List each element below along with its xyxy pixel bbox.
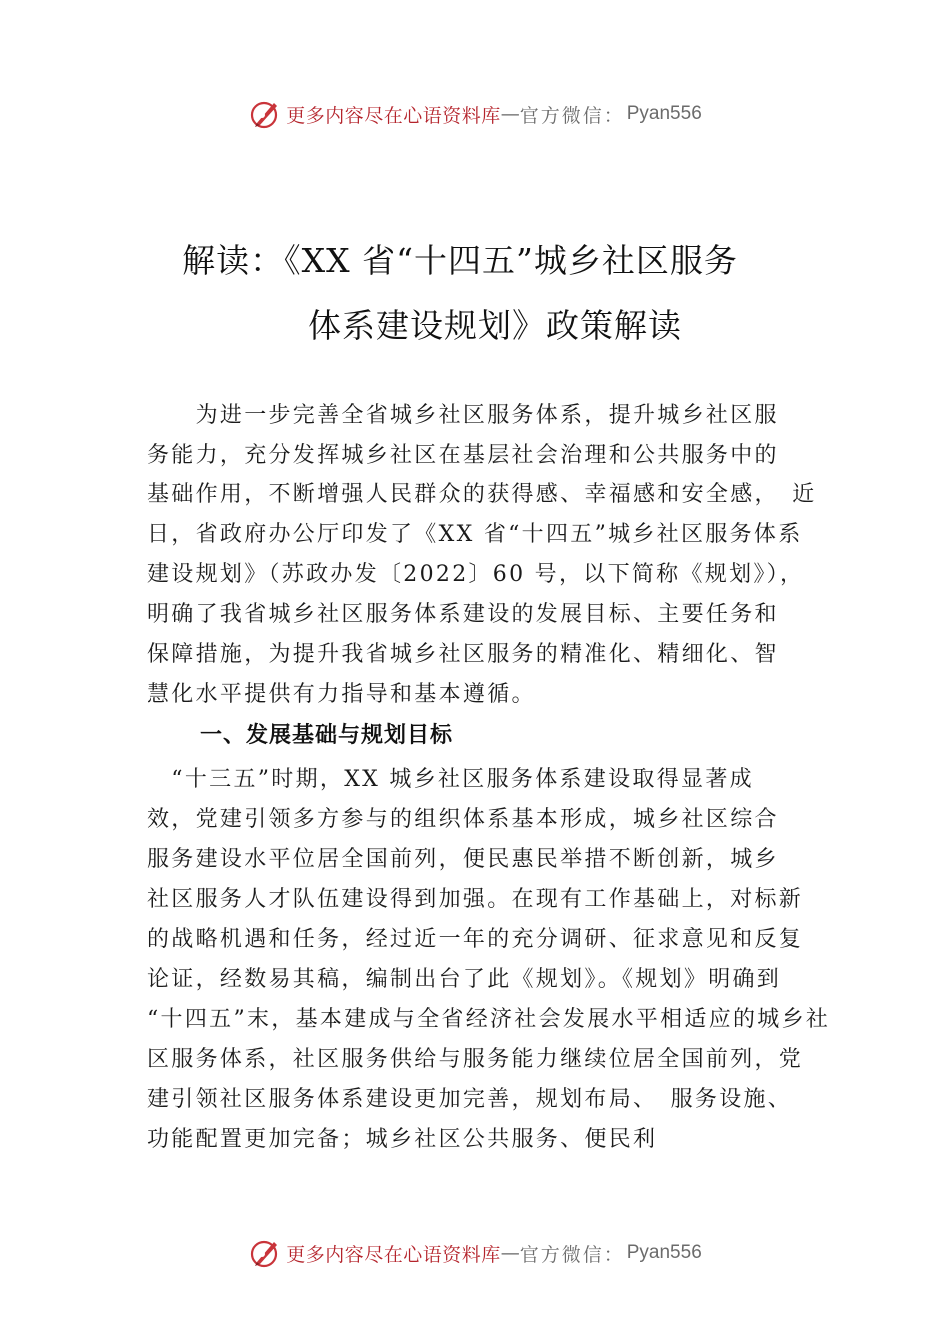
- banner-wechat-label: 官方微信：: [519, 1243, 625, 1266]
- paragraph-line: “十三五”时期，XX 城乡社区服务体系建设取得显著成: [147, 767, 754, 792]
- banner-wechat-id: Pyan556: [626, 1242, 702, 1263]
- document-title-line-2: 体系建设规划》政策解读: [308, 306, 682, 345]
- paragraph-line: 为进一步完善全省城乡社区服务体系，提升城乡社区服: [147, 403, 779, 428]
- paragraph-line: 保障措施，为提升我省城乡社区服务的精准化、精细化、智: [147, 642, 779, 667]
- paragraph-line: 论证，经数易其稿，编制出台了此《规划》。《规划》明确到: [147, 967, 782, 992]
- header-banner: [0, 94, 950, 134]
- banner-wechat-label: 官方微信：: [519, 104, 625, 127]
- section-heading: 一、发展基础与规划目标: [200, 723, 454, 748]
- paragraph-line: 日，省政府办公厅印发了《XX 省“十四五”城乡社区服务体系: [147, 522, 803, 547]
- paragraph-line: 效，党建引领多方参与的组织体系基本形成，城乡社区综合: [147, 807, 779, 832]
- paragraph-line: 的战略机遇和任务，经过近一年的充分调研、征求意见和反复: [147, 927, 804, 952]
- banner-wechat-id: Pyan556: [626, 103, 702, 124]
- paragraph-line: 基础作用，不断增强人民群众的获得感、幸福感和安全感， 近: [147, 482, 817, 507]
- banner-source-text: 更多内容尽在心语资料库: [286, 1243, 501, 1266]
- banner-separator: —: [500, 1242, 520, 1264]
- paragraph-line: 建设规划》（苏政办发〔2022〕60 号，以下简称《规划》），: [147, 562, 805, 587]
- paragraph-line: 慧化水平提供有力指导和基本遵循。: [147, 682, 536, 707]
- quill-pen-logo-icon: [248, 1236, 282, 1270]
- paragraph-line: “十四五”末，基本建成与全省经济社会发展水平相适应的城乡社: [147, 1007, 831, 1032]
- quill-pen-logo-icon: [248, 97, 282, 131]
- paragraph-line: 明确了我省城乡社区服务体系建设的发展目标、主要任务和: [147, 602, 779, 627]
- paragraph-line: 务能力，充分发挥城乡社区在基层社会治理和公共服务中的: [147, 443, 779, 468]
- banner-source-text: 更多内容尽在心语资料库: [286, 104, 501, 127]
- paragraph-line: 功能配置更加完备；城乡社区公共服务、便民利: [147, 1127, 658, 1152]
- paragraph-line: 服务建设水平位居全国前列，便民惠民举措不断创新，城乡: [147, 847, 779, 872]
- paragraph-line: 社区服务人才队伍建设得到加强。在现有工作基础上，对标新: [147, 887, 804, 912]
- footer-banner: [0, 1233, 950, 1273]
- paragraph-line: 区服务体系，社区服务供给与服务能力继续位居全国前列，党: [147, 1047, 804, 1072]
- document-title-line-1: 解读：《XX 省“十四五”城乡社区服务: [182, 241, 738, 280]
- paragraph-line: 建引领社区服务体系建设更加完善，规划布局、 服务设施、: [147, 1087, 793, 1112]
- banner-separator: —: [500, 103, 520, 125]
